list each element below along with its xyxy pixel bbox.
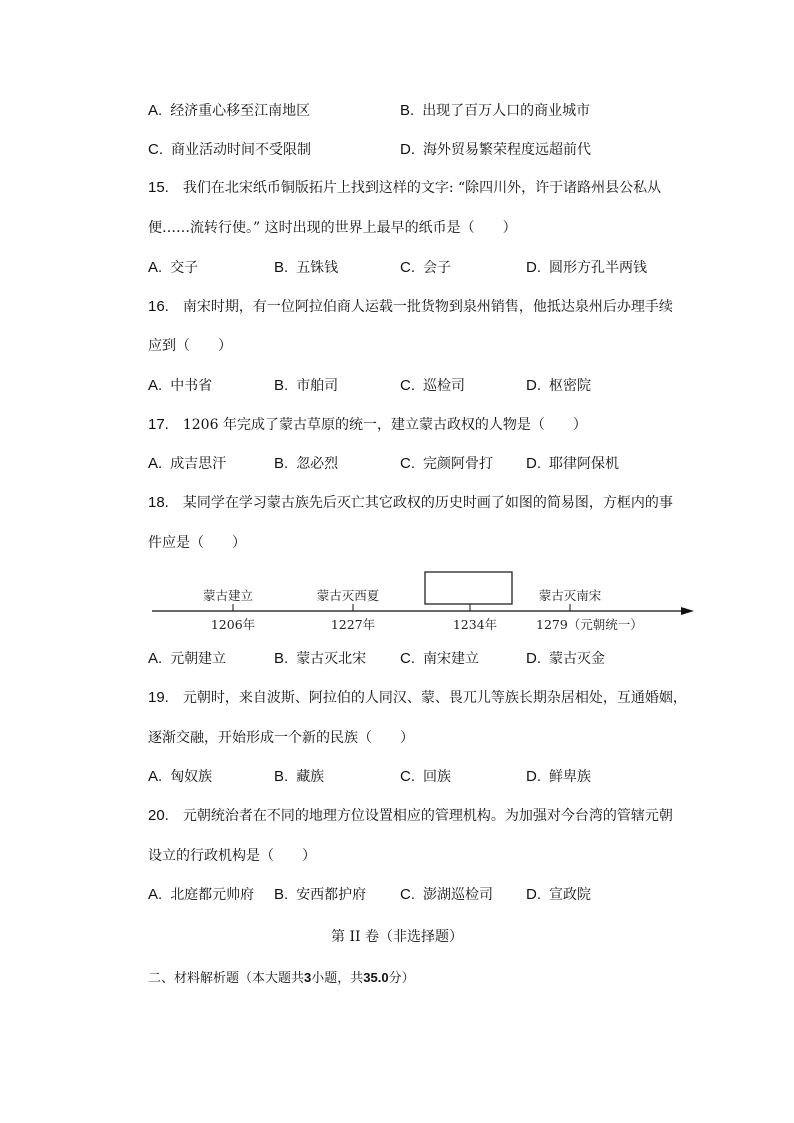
q16-stem-line1: 16. 南宋时期，有一位阿拉伯商人运载一批货物到泉州销售，他抵达泉州后办理手续 [148, 298, 673, 315]
q20-stem-line2: 设立的行政机构是（ ） [148, 848, 316, 864]
timeline-diagram [148, 566, 698, 638]
q15-stem-line1: 15. 我们在北宋纸币铜版拓片上找到这样的文字: “除四川外，许于诸路州县公私从 [148, 179, 662, 196]
q19-stem-line2: 逐渐交融，开始形成一个新的民族（ ） [148, 730, 414, 746]
timeline-year-label: 1279（元朝统一） [536, 617, 643, 632]
q19-option-c: C. 回族 [400, 768, 451, 785]
timeline-year-label: 1234年 [452, 617, 498, 632]
q16-option-a: A. 中书省 [148, 377, 213, 394]
timeline-arrowhead [681, 607, 694, 615]
q18-option-b: B. 蒙古灭北宋 [274, 650, 367, 667]
q16-stem-line2: 应到（ ） [148, 338, 232, 354]
q-top-option-d: D. 海外贸易繁荣程度远超前代 [400, 141, 591, 158]
q17-option-c: C. 完颜阿骨打 [400, 455, 493, 472]
q18-stem-line1: 18. 某同学在学习蒙古族先后灭亡其它政权的历史时画了如图的简易图，方框内的事 [148, 494, 673, 511]
q-top-option-c: C. 商业活动时间不受限制 [148, 141, 311, 158]
q20-option-d: D. 宣政院 [526, 886, 591, 903]
q19-option-d: D. 鲜卑族 [526, 768, 591, 785]
timeline-event-label: 蒙古建立 [202, 588, 254, 603]
q18-option-d: D. 蒙古灭金 [526, 650, 605, 667]
q17-option-b: B. 忽必烈 [274, 455, 339, 472]
q20-option-a: A. 北庭都元帅府 [148, 886, 255, 903]
timeline-event-label: 蒙古灭南宋 [538, 588, 602, 603]
q20-option-b: B. 安西都护府 [274, 886, 367, 903]
q17-option-d: D. 耶律阿保机 [526, 455, 619, 472]
section-heading: 二、材料解析题（本大题共3小题，共35.0分） [148, 970, 415, 986]
q19-stem-line1: 19. 元朝时，来自波斯、阿拉伯的人同汉、蒙、畏兀儿等族长期杂居相处，互通婚姻， [148, 689, 687, 706]
q15-option-a: A. 交子 [148, 259, 199, 276]
q17-stem-line1: 17. 1206 年完成了蒙古草原的统一，建立蒙古政权的人物是（ ） [148, 416, 587, 433]
timeline-blank-box [425, 572, 512, 604]
q15-option-d: D. 圆形方孔半两钱 [526, 259, 647, 276]
q-top-option-a: A. 经济重心移至江南地区 [148, 102, 311, 119]
q20-stem-line1: 20. 元朝统治者在不同的地理方位设置相应的管理机构。为加强对今台湾的管辖元朝 [148, 807, 673, 824]
q18-option-a: A. 元朝建立 [148, 650, 227, 667]
q15-stem-line2: 便……流转行使。” 这时出现的世界上最早的纸币是（ ） [148, 220, 517, 236]
timeline-year-label: 1206年 [210, 617, 256, 632]
q15-option-c: C. 会子 [400, 259, 451, 276]
q16-option-c: C. 巡检司 [400, 377, 465, 394]
q18-option-c: C. 南宋建立 [400, 650, 479, 667]
q17-option-a: A. 成吉思汗 [148, 455, 227, 472]
q19-option-b: B. 藏族 [274, 768, 325, 785]
timeline-event-label: 蒙古灭西夏 [316, 588, 380, 603]
part2-title: 第 II 卷（非选择题） [331, 929, 463, 945]
q15-option-b: B. 五铢钱 [274, 259, 339, 276]
q18-stem-line2: 件应是（ ） [148, 535, 246, 551]
q16-option-b: B. 市舶司 [274, 377, 339, 394]
q-top-option-b: B. 出现了百万人口的商业城市 [400, 102, 591, 119]
q19-option-a: A. 匈奴族 [148, 768, 213, 785]
q20-option-c: C. 澎湖巡检司 [400, 886, 493, 903]
timeline-year-label: 1227年 [330, 617, 376, 632]
q16-option-d: D. 枢密院 [526, 377, 591, 394]
